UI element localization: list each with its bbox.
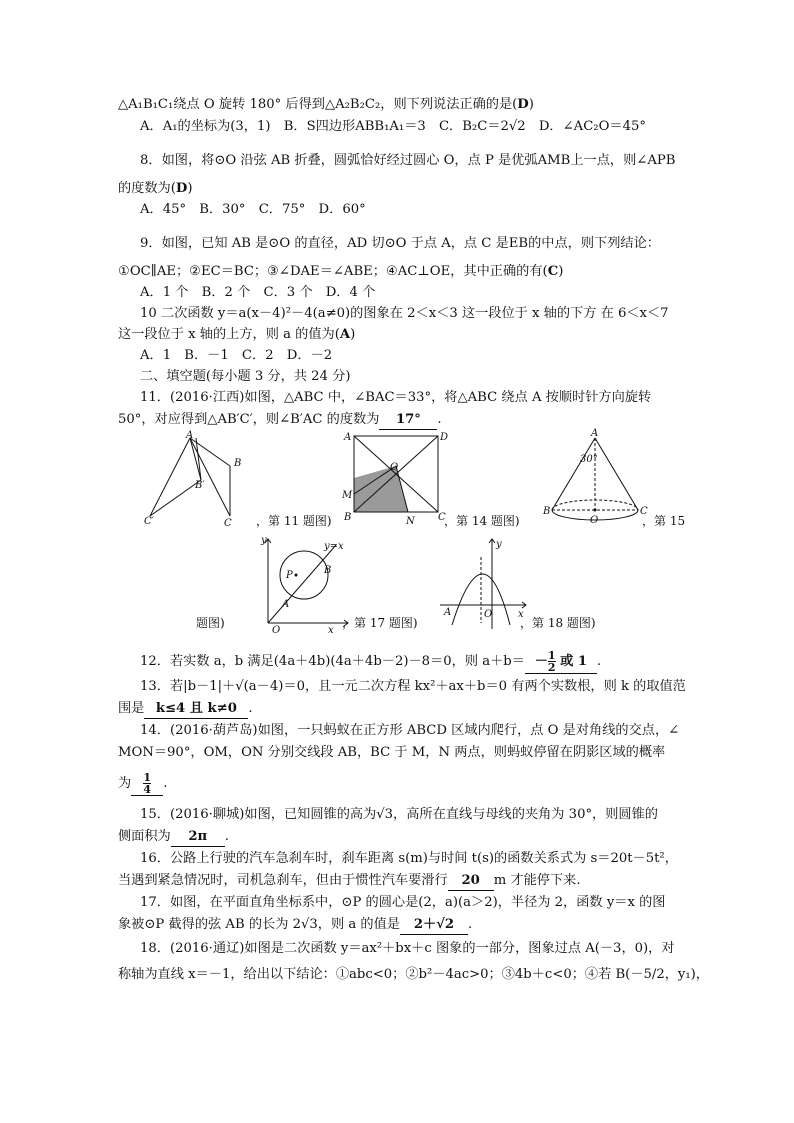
answer: D [517, 97, 529, 112]
figure-11 [138, 428, 258, 528]
label: y [496, 539, 502, 550]
text-line: 这一段位于 x 轴的上方，则 a 的值为(A) [118, 327, 356, 342]
answer-blank: 20 [448, 872, 494, 891]
text-line: 围是 k≤4 且 k≠0 . [118, 700, 678, 719]
label: y=x [324, 541, 344, 552]
answer: C [547, 264, 559, 279]
label: y [261, 535, 267, 546]
label: B [324, 565, 332, 576]
text-line: 50°，对应得到△AB′C′，则∠B′AC 的度数为 17° . [118, 411, 678, 430]
text-line: 当遇到紧急情况时，司机急刹车，但由于惯性汽车要滑行 20 m 才能停下来. [118, 872, 678, 891]
fraction: $\frac{1}{2}$ [547, 649, 556, 674]
figure-caption: ，第 17 题图) [342, 616, 418, 630]
text-line: 17．如图，在平面直角坐标系中，⊙P 的圆心是(2，a)(a＞2)，半径为 2，函数 y＝x 的图 [140, 895, 666, 910]
label: O [272, 625, 281, 633]
fraction: $\frac{1}{4}$ [143, 771, 152, 796]
text-line: 15．(2016·聊城)如图，已知圆锥的高为√3，高所在直线与母线的夹角为 30°，则圆锥的 [140, 807, 658, 822]
label: x [328, 625, 334, 633]
answer-blank [131, 772, 163, 796]
text-line: A．45° B．30° C．75° D．60° [140, 202, 366, 217]
figure-caption: ，第 11 题图) [256, 514, 332, 528]
label: A [186, 430, 194, 441]
label: C [438, 512, 446, 523]
text-line: MON＝90°，OM，ON 分别交线段 AB，BC 于 M，N 两点，则蚂蚁停留在阴影区域的概率 [118, 745, 666, 760]
figure-caption: ，第 18 题图) [520, 616, 596, 630]
label: C′ [144, 516, 154, 527]
text-line: 象被⊙P 截得的弦 AB 的长为 2√3，则 a 的值是 2＋√2 . [118, 916, 678, 935]
label: A [591, 428, 599, 439]
text-line: 侧面积为 2π . [118, 828, 678, 847]
text-line: ①OC∥AE；②EC＝BC；③∠DAE＝∠ABE；④AC⊥OE，其中正确的有(C) [118, 264, 564, 279]
label: C [224, 518, 232, 528]
label: B [344, 512, 352, 523]
label: B [234, 458, 242, 469]
label: O [390, 462, 399, 473]
answer: A [339, 327, 351, 342]
text-line: 为 $\frac{1}{4}$ . [118, 771, 168, 796]
figure-15 [540, 428, 650, 528]
text-line: 14．(2016·葫芦岛)如图，一只蚂蚁在正方形 ABCD 区域内爬行，点 O 是对角线的交点，∠ [140, 723, 680, 738]
label: N [406, 516, 415, 527]
label: 30° [580, 454, 598, 465]
answer-blank: 2π [171, 828, 225, 847]
label: B′ [195, 480, 205, 491]
label: C [640, 506, 648, 517]
text-line: 9．如图，已知 AB 是⊙O 的直径，AD 切⊙O 于点 A，点 C 是EB的中点，则下列结论： [140, 236, 660, 251]
text-line: 12．若实数 a，b 满足(4a＋4b)(4a＋4b－2)－8＝0，则 a＋b＝ － $\frac{1}{2}$ 或 1 . [140, 649, 602, 674]
text-line: A．1 B．－1 C．2 D．－2 [140, 348, 333, 363]
text-line: 16．公路上行驶的汽车急刹车时，刹车距离 s(m)与时间 t(s)的函数关系式为 s＝20t－5t²， [140, 851, 678, 866]
text-line: 13．若|b－1|＋√(a－4)＝0，且一元二次方程 kx²＋ax＋b＝0 有两个实数根，则 k 的取值范 [140, 679, 686, 694]
label: A [444, 607, 452, 618]
figure-caption: 题图) [196, 616, 225, 630]
answer-blank: 17° [379, 411, 437, 430]
text-line: △A₁B₁C₁绕点 O 旋转 180° 后得到△A₂B₂C₂，则下列说法正确的是(D) [118, 97, 534, 112]
answer-blank: k≤4 且 k≠0 [144, 700, 248, 719]
label: M [342, 490, 353, 501]
figure-14 [340, 428, 450, 528]
text-line: 18．(2016·通辽)如图是二次函数 y＝ax²＋bx＋c 图象的一部分，图象过点 A(－3，0)，对 [140, 941, 675, 956]
text-line: A．A₁的坐标为(3，1) B．S四边形ABB₁A₁＝3 C．B₂C＝2√2 D．∠AC₂O＝45° [140, 119, 646, 134]
label: x [518, 609, 524, 620]
text-line: 8．如图，将⊙O 沿弦 AB 折叠，圆弧恰好经过圆心 O，点 P 是优弧AMB上一点，则∠APB [140, 153, 676, 168]
text-line: 称轴为直线 x＝－1，给出以下结论：①abc<0；②b²－4ac>0；③4b＋c<0；④若 B(－5/2，y₁)， [118, 967, 709, 982]
figure-caption: ，第 14 题图) [444, 514, 520, 528]
text-line: 11．(2016·江西)如图，△ABC 中，∠BAC＝33°，将△ABC 绕点 A 按顺时针方向旋转 [140, 390, 652, 405]
section-heading: 二、填空题(每小题 3 分，共 24 分) [140, 369, 351, 384]
text-line: 的度数为(D) [118, 181, 193, 196]
text-line: A．1 个 B．2 个 C．3 个 D．4 个 [140, 285, 376, 300]
label: A [282, 599, 290, 610]
answer-blank: 2＋√2 [400, 916, 468, 935]
label: P [286, 570, 293, 581]
label: O [484, 609, 493, 620]
answer-blank: － $\frac{1}{2}$ 或 1 [525, 650, 597, 674]
label: A [344, 432, 352, 443]
answer: D [175, 181, 188, 196]
label: B [543, 506, 551, 517]
text-line: 10 二次函数 y＝a(x－4)²－4(a≠0)的图象在 2＜x＜3 这一段位于 x 轴的下方 在 6＜x＜7 [140, 306, 669, 321]
label: D [440, 432, 449, 443]
figure-caption: ，第 15 [642, 514, 686, 528]
label: O [590, 515, 599, 526]
